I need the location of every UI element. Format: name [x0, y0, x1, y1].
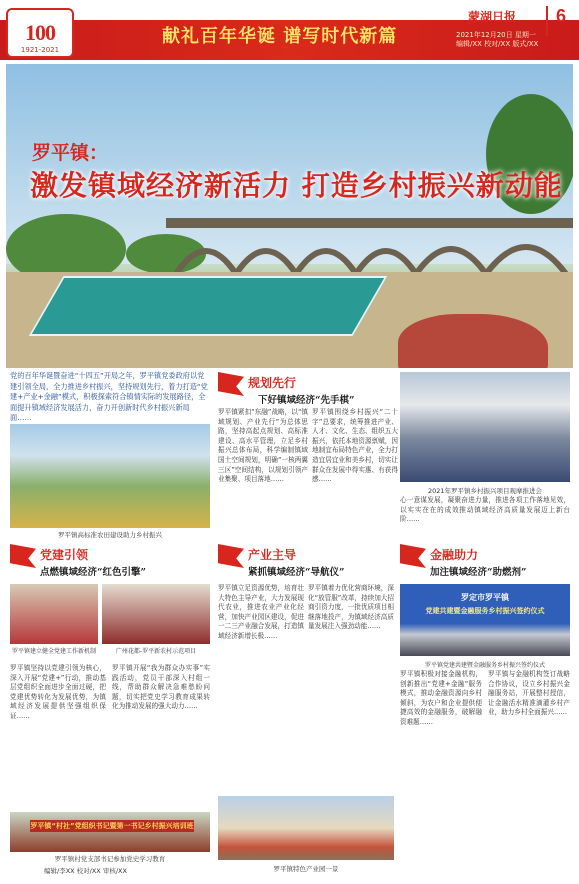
footer-credits: 编辑/李XX 校对/XX 审核/XX: [44, 867, 127, 875]
landmark-stone: [398, 314, 548, 368]
board-title: 罗定市罗平镇: [410, 592, 560, 604]
section-title: 规划先行: [248, 376, 297, 390]
article-column: 罗平镇紧扣“东融”战略，以“镇域规划、产业先行”为总体思路，坚持高起点规划、高标准建设、高水平管理，立足乡村振兴总体布局，科学编制镇域国土空间规划，明确“一核两翼三区”空间结构，以规划引领产业集聚、项目落地……: [218, 408, 308, 484]
red-flag-icon: [218, 544, 244, 568]
centenary-logo: [6, 8, 74, 58]
article-column: 罗平镇积极对接金融机构，创新推出“党建+金融”服务模式，推动金融资源向乡村倾斜，为农户和企业提供便捷高效的金融服务，破解融资难题……: [400, 670, 482, 726]
meeting-photo: [400, 372, 570, 482]
hero-photo: [6, 64, 573, 368]
hero-subtitle: 罗平镇：: [32, 142, 109, 164]
section-header-industry: [218, 544, 398, 580]
article-column: 罗平镇围绕乡村振兴“二十字”总要求，统筹推进产业、人才、文化、生态、组织五大振兴，依托本地资源禀赋，因地制宜布局特色产业，全力打造宜居宜业和美乡村，切实让群众在发展中得实惠、有获得感……: [312, 408, 398, 484]
article-column: 罗平镇着力优化营商环境，深化“放管服”改革，持续加大招商引资力度，一批优质项目相继落地投产，为镇域经济高质量发展注入强劲动能……: [308, 584, 394, 631]
section-header-planning: [218, 372, 398, 406]
article-column: 心一意谋发展，凝聚奋进力量，推进各项工作落地见效，以实实在在的成效推动镇域经济高质量发展迈上新台阶……: [400, 496, 570, 524]
party-photo: [10, 584, 98, 644]
editor-line: 编辑/XX 校对/XX 版式/XX: [456, 40, 539, 48]
photo-caption: 罗平镇建立健全党建工作新机制: [11, 648, 96, 655]
basketball-court: [29, 276, 388, 336]
lead-paragraph: 党的百年华诞暨奋进“十四五”开局之年，罗平镇党委政府以党建引领全局，全力推进乡村振兴，坚持规划先行，着力打造“党建+产业+金融”模式，积极探索符合镇情实际的发展路径，全面提升镇域经济发展活力，奋力开创新时代乡村振兴新局面……: [10, 371, 208, 422]
hero-title: 激发镇域经济新活力 打造乡村振兴新动能: [30, 169, 563, 202]
section-title: 金融助力: [430, 548, 479, 562]
red-flag-icon: [10, 544, 36, 568]
party-photo: [102, 584, 210, 644]
board-subtitle: 党建共建暨金融服务乡村振兴签约仪式: [406, 606, 564, 618]
section-subtitle: 下好镇域经济“先手棋”: [258, 395, 355, 406]
photo-caption: 罗平镇村党支部书记参加党史学习教育: [54, 855, 166, 863]
page-number: 6: [546, 6, 574, 36]
section-subtitle: 紧抓镇域经济“导航仪”: [248, 567, 345, 578]
photo-caption: 广州花都-罗平新农村示范项目: [115, 648, 197, 655]
page-header: [0, 0, 579, 52]
photo-caption: 2021年罗平镇乡村振兴项目观摩推进会: [427, 487, 543, 495]
article-column: 罗平镇开展“我为群众办实事”实践活动，党员干部深入村组一线，帮助群众解决急难愁盼问题，切实把党史学习教育成果转化为推动发展的强大动力……: [112, 664, 210, 711]
training-banner: 罗平镇“村社”党组织书记暨第一书记乡村振兴培训班: [30, 822, 194, 830]
paper-name: 蒙湖日报: [468, 10, 517, 24]
logo-caption: 1921-2021: [20, 46, 60, 54]
section-title: 产业主导: [248, 548, 297, 562]
article-column: 罗平镇坚持以党建引领为核心，深入开展“党建+”行动，推动基层党组织全面进步全面过硬，把党建优势转化为发展优势，为镇域经济发展提供坚强组织保证……: [10, 664, 106, 720]
red-flag-icon: [218, 372, 244, 396]
red-flag-icon: [400, 544, 426, 568]
section-title: 党建引领: [40, 548, 89, 562]
logo-number: 100: [25, 20, 55, 45]
photo-caption: 罗平镇党建共建暨金融服务乡村振兴签约仪式: [424, 662, 545, 669]
photo-caption: 罗平镇高标准农田建设助力乡村振兴: [58, 531, 162, 539]
signing-ceremony-photo: [400, 584, 570, 656]
section-banner-title: 献礼百年华诞 谱写时代新篇: [162, 26, 398, 47]
farmland-photo: [10, 424, 210, 528]
article-column: 罗平镇立足资源优势，培育壮大特色主导产业，大力发展现代农业，推进农业产业化经营，加快产业园区建设，促进一二三产业融合发展，打造镇域经济新增长极……: [218, 584, 304, 640]
section-subtitle: 加注镇域经济“助燃剂”: [430, 567, 527, 578]
section-header-party: [10, 544, 210, 580]
industrial-park-photo: [218, 796, 394, 860]
training-group-photo: [10, 812, 210, 852]
date-line: 2021年12月20日 星期一: [456, 31, 536, 39]
photo-caption: 罗平镇特色产业园一景: [273, 865, 339, 873]
article-column: 罗平镇与金融机构签订战略合作协议，设立乡村振兴金融服务站，开展整村授信，让金融活水精准滴灌乡村产业，助力乡村全面振兴……: [488, 670, 570, 717]
section-header-finance: [400, 544, 570, 580]
section-subtitle: 点燃镇域经济“红色引擎”: [40, 567, 146, 578]
